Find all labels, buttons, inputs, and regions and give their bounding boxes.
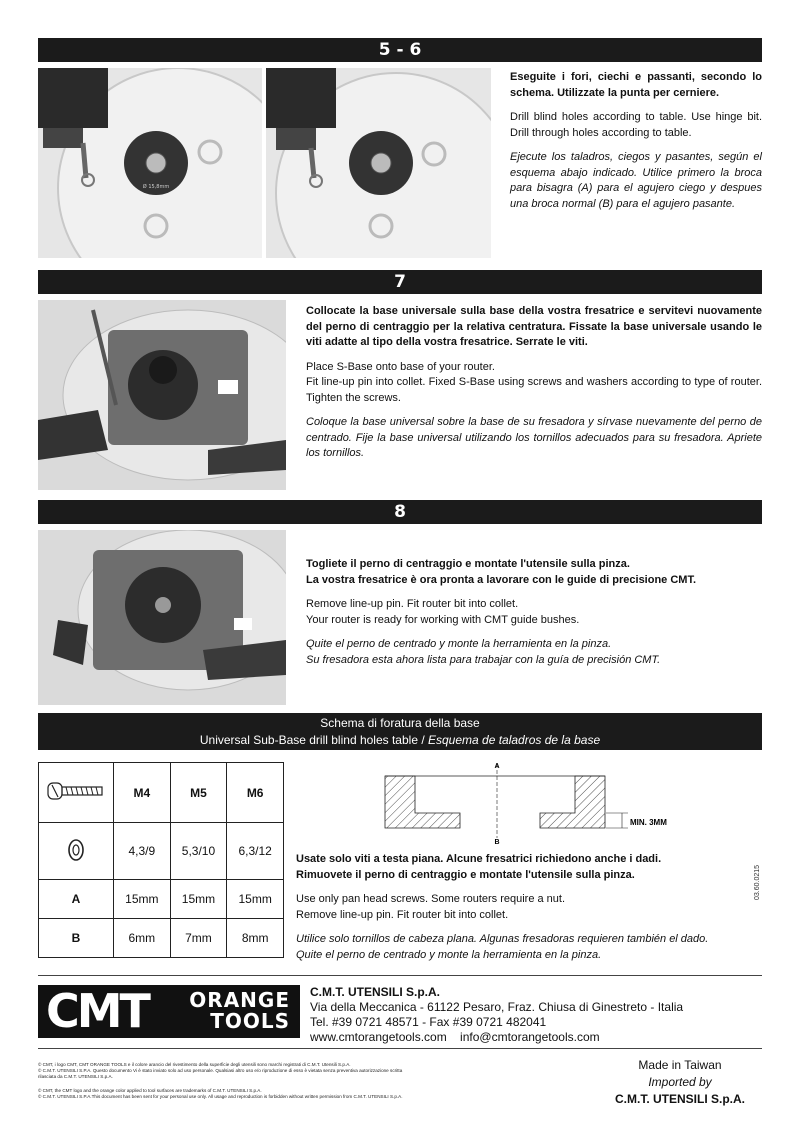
step-5-6-text: [510, 70, 762, 221]
step-8-it-1: Togliete il perno di centraggio e montate l'utensile sulla pinza.: [306, 558, 630, 570]
company-address: Via della Meccanica - 61122 Pesaro, Fraz. Chiusa di Ginestreto - Italia: [310, 1000, 684, 1014]
disc-label: Ø 15,8mm: [142, 184, 170, 190]
note-en-1: Use only pan head screws. Some routers require a nut.: [296, 893, 566, 905]
footer-divider-2: [38, 1048, 762, 1049]
note-en-2: Remove line-up pin. Fit router bit into collet.: [296, 908, 509, 921]
step-8-photo: [38, 530, 286, 705]
imported-by: Imported by: [648, 1075, 712, 1089]
hole-section-diagram: [380, 758, 690, 848]
logo-main: CMT: [46, 984, 148, 1038]
logo-sub-1: ORANGE: [189, 988, 290, 1012]
company-info: [310, 985, 683, 1045]
schema-title-es: Esquema de taladros de la base: [428, 733, 601, 747]
table-row: [39, 763, 284, 823]
step-7-en-1: Place S-Base onto base of your router.: [306, 360, 495, 373]
step-8-it-2: La vostra fresatrice è ora pronta a lavorare con le guide di precisione CMT.: [306, 573, 697, 586]
section-5-6-header: 5 - 6: [38, 38, 762, 62]
step-5-photo: [38, 68, 262, 258]
legal-it: [38, 1062, 518, 1080]
legal-it-1: © CMT, i logo CMT, CMT ORANGE TOOLS e il colore arancio del rivestimento della superficie degli utensili sono marchi registrati di C.M.T. Utensili S.p.A.: [38, 1062, 351, 1067]
legal-en-1: © CMT, the CMT logo and the orange color applied to tool surfaces are trademarks of C.M.T. UTENSILI S.p.A.: [38, 1088, 262, 1093]
diagram-min-depth: MIN. 3MM: [630, 818, 667, 827]
document-code: 03.60.0215: [754, 864, 761, 900]
step-8-en-1: Remove line-up pin. Fit router bit into collet.: [306, 598, 519, 610]
table-row: [39, 823, 284, 880]
step-7-it: Collocate la base universale sulla base della vostra fresatrice e servitevi nuovamente del perno di centraggio per la relativa centratura. Fissate la base universale usando le viti adatte al tipo della vostra fresatrice. Serrate le viti.: [306, 305, 762, 348]
step-8-es-2: Su fresadora esta ahora lista para trabajar con la guía de precisión CMT.: [306, 653, 661, 666]
diagram-label-a: A: [494, 763, 500, 770]
schema-notes: [296, 852, 746, 972]
row-a-label: A: [39, 880, 114, 919]
row-b-label: B: [39, 919, 114, 958]
row-a-m4: 15mm: [114, 880, 171, 919]
header-m4: M4: [114, 763, 171, 823]
schema-title-it: Schema di foratura della base: [320, 716, 480, 730]
table-row: [39, 880, 284, 919]
table-row: [39, 919, 284, 958]
screw-icon: [39, 763, 114, 823]
row-b-m4: 6mm: [114, 919, 171, 958]
legal-it-3: rilasciata da C.M.T. UTENSILI S.p.A.: [38, 1074, 113, 1079]
step-5-6-es: Ejecute los taladros, ciegos y pasantes, según el esquema abajo indicado. Utilice primero la broca para bisagra (A) para el agujero ciego y despues una broca normal (B) para el agujero pasante.: [510, 151, 762, 210]
step-8-es-1: Quite el perno de centrado y monte la herramienta en la pinza.: [306, 638, 612, 650]
legal-it-2: © C.M.T. UTENSILI S.P.A. Questo documento Vi è stato inviato solo ad uso personale. Qualsiasi altro uso e/o riproduzione di esso è vietata senza preventiva autorizzazione scritta: [38, 1068, 403, 1073]
legal-en: [38, 1088, 518, 1100]
company-web: www.cmtorangetools.com info@cmtorangetools.com: [310, 1030, 600, 1044]
company-name: C.M.T. UTENSILI S.p.A.: [310, 985, 441, 999]
legal-en-2: © C.M.T. UTENSILI S.P.A.This document has been sent for your personal use only. All usage and reproduction is forbidden without written permission from C.M.T. UTENSILI S.p.A.: [38, 1094, 403, 1099]
schema-header: [38, 713, 762, 750]
row-a-m5: 15mm: [170, 880, 227, 919]
row-b-m6: 8mm: [227, 919, 284, 958]
row-a-m6: 15mm: [227, 880, 284, 919]
step-7-photo: [38, 300, 286, 490]
note-it-2: Rimuovete il perno di centraggio e montate l'utensile sulla pinza.: [296, 868, 635, 881]
diagram-label-b: B: [494, 839, 500, 846]
logo-sub-2: TOOLS: [210, 1009, 290, 1033]
importer-name: C.M.T. UTENSILI S.p.A.: [614, 1092, 745, 1106]
section-8-header: 8: [38, 500, 762, 524]
washer-icon: [39, 823, 114, 880]
step-7-en-2: Fit line-up pin into collet. Fixed S-Base using screws and washers according to type of router. Tighten the screws.: [306, 376, 762, 404]
step-7-es: Coloque la base universal sobre la base de su fresadora y sírvase nuevamente del perno de centrado. Fije la base universal utilizando los tornillos adecuados para su fresadora. Apriete los tornillos.: [306, 416, 762, 459]
schema-title-en-es: [38, 732, 762, 749]
section-7-header: 7: [38, 270, 762, 294]
washer-m4: 4,3/9: [114, 823, 171, 880]
logo-sub: [178, 990, 290, 1032]
step-5-6-it: Eseguite i fori, ciechi e passanti, secondo lo schema. Utilizzate la punta per cerniere.: [510, 71, 762, 99]
step-7-text: [306, 304, 762, 471]
cmt-logo: [38, 985, 300, 1038]
drill-holes-table: [38, 762, 284, 958]
step-8-text: [306, 557, 762, 677]
schema-title-en: Universal Sub-Base drill blind holes table /: [199, 733, 428, 747]
note-es-2: Quite el perno de centrado y monte la herramienta en la pinza.: [296, 948, 602, 961]
note-it-1: Usate solo viti a testa piana. Alcune fresatrici richiedono anche i dadi.: [296, 853, 662, 865]
note-es-1: Utilice solo tornillos de cabeza plana. Algunas fresadoras requieren también el dado.: [296, 933, 709, 945]
company-phone: Tel. #39 0721 48571 - Fax #39 0721 482041: [310, 1015, 547, 1029]
step-5-6-en: Drill blind holes according to table. Use hinge bit. Drill through holes according to table.: [510, 111, 762, 139]
footer-divider: [38, 975, 762, 976]
header-m5: M5: [170, 763, 227, 823]
header-m6: M6: [227, 763, 284, 823]
washer-m5: 5,3/10: [170, 823, 227, 880]
washer-m6: 6,3/12: [227, 823, 284, 880]
row-b-m5: 7mm: [170, 919, 227, 958]
step-6-photo: [266, 68, 491, 258]
step-8-en-2: Your router is ready for working with CMT guide bushes.: [306, 613, 580, 626]
made-in: Made in Taiwan: [638, 1058, 722, 1072]
origin-info: [600, 1057, 760, 1108]
